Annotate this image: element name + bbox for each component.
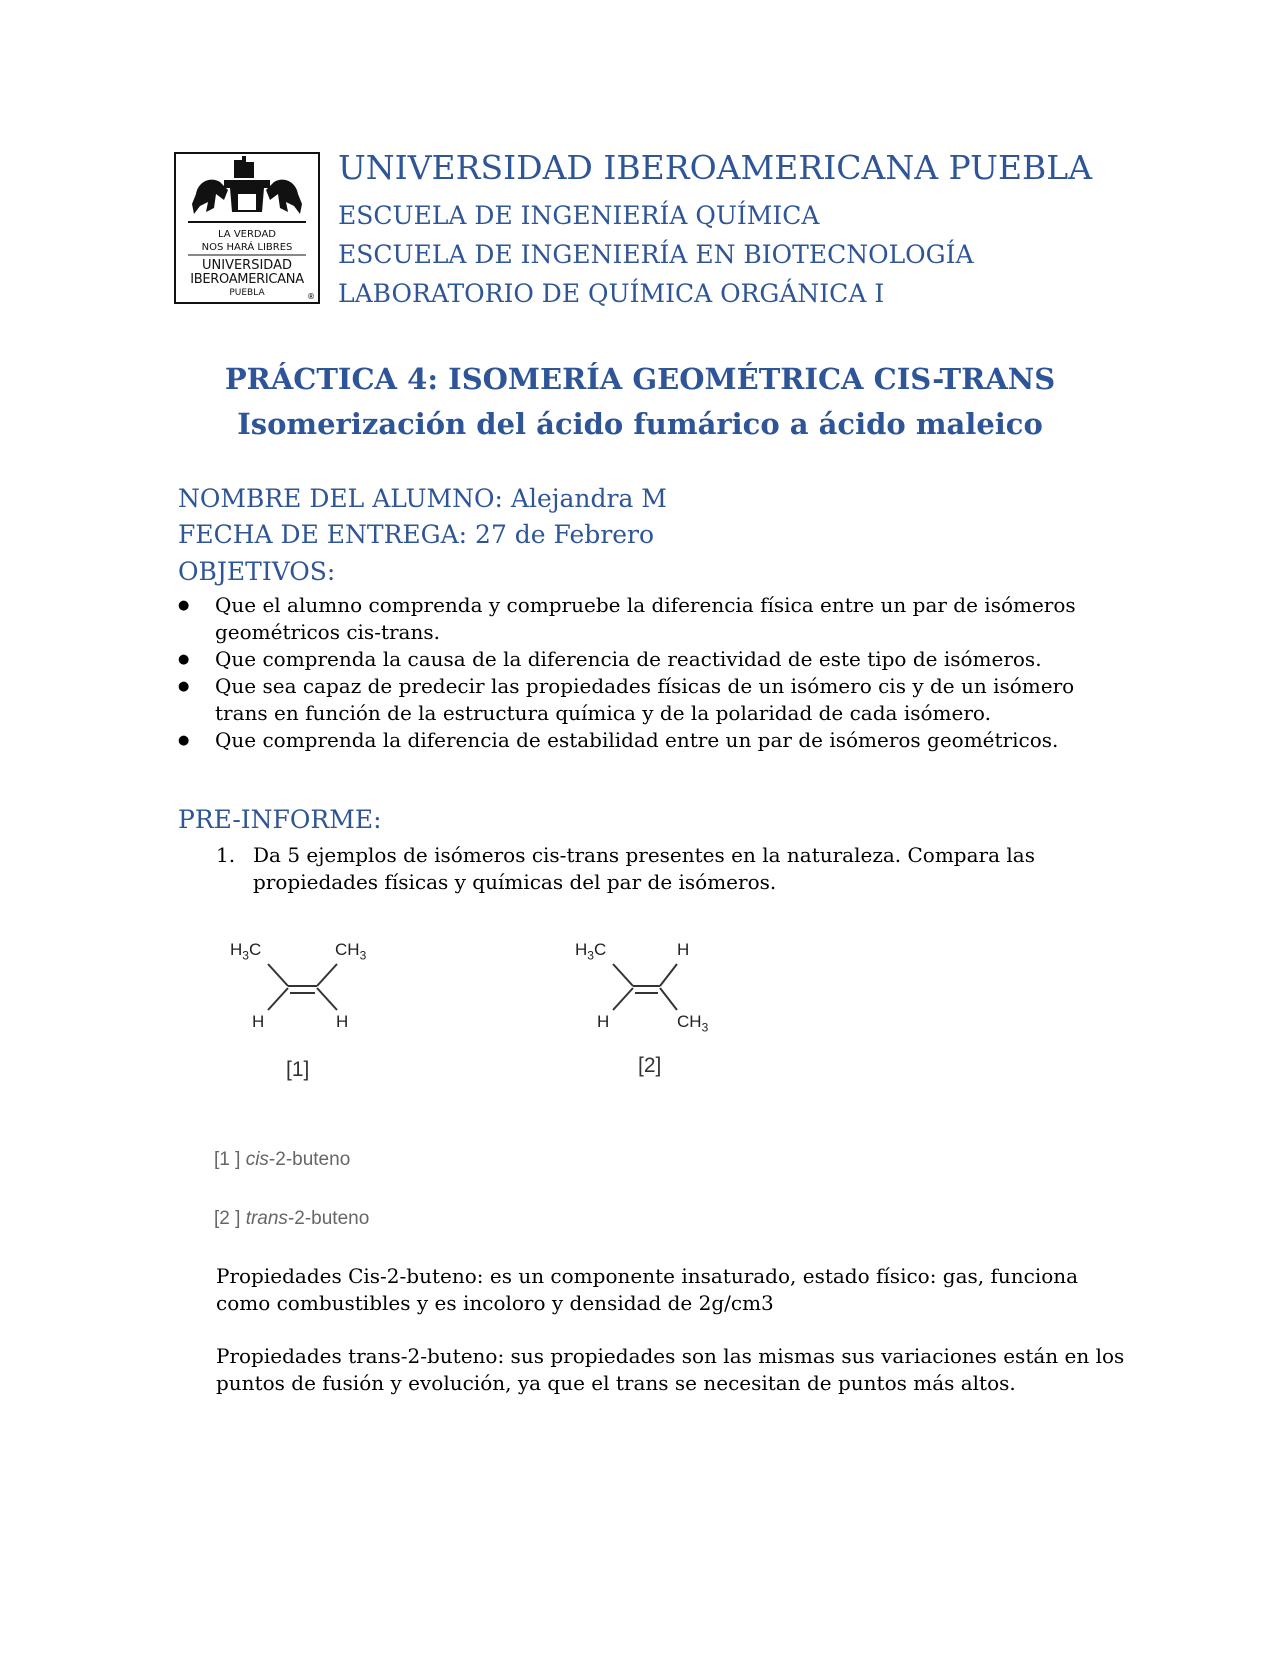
practice-subtitle: Isomerización del ácido fumárico a ácido maleico [237, 407, 1043, 441]
student-name-field: NOMBRE DEL ALUMNO: Alejandra M [178, 484, 667, 513]
trans-2-butene-structure [565, 940, 745, 1080]
objectives-list [178, 592, 1118, 754]
caption-cis-suffix: -2-buteno [268, 1149, 351, 1170]
logo-name-line2: IBEROAMERICANA [190, 272, 304, 287]
objective-item: ● Que el alumno comprenda y compruebe la diferencia física entre un par de isómeros geométricos cis-trans. [178, 592, 1118, 646]
cis-top-right-group: $CH_3$ [335, 940, 367, 963]
cis-label: [1] [286, 1058, 310, 1081]
objective-item: ● Que sea capaz de predecir las propiedades físicas de un isómero cis y de un isómero trans en función de la estructura química y de la polaridad de cada isómero. [178, 673, 1118, 727]
cis-properties-paragraph: Propiedades Cis-2-buteno: es un componente insaturado, estado físico: gas, funciona como combustibles y es incoloro y densidad de 2g/cm3 [216, 1264, 1079, 1315]
objective-item: ● Que comprenda la diferencia de estabilidad entre un par de isómeros geométricos. [178, 727, 1118, 754]
trans-label: [2] [638, 1054, 662, 1077]
cis-2-butene-structure [220, 940, 380, 1080]
logo-city: PUEBLA [229, 288, 265, 298]
caption-trans-prefix: [2 ] [214, 1208, 246, 1229]
cis-bottom-left-group: H [252, 1012, 265, 1031]
logo-motto-line1: LA VERDAD [218, 229, 276, 240]
university-name: UNIVERSIDAD IBEROAMERICANA PUEBLA [338, 148, 1093, 187]
objectives-heading: OBJETIVOS: [178, 557, 336, 586]
logo-name-line1: UNIVERSIDAD [202, 258, 292, 273]
logo-motto-line2: NOS HARÁ LIBRES [201, 242, 293, 253]
practice-title: PRÁCTICA 4: ISOMERÍA GEOMÉTRICA CIS-TRANS [224, 362, 1056, 396]
objective-item: ● Que comprenda la causa de la diferencia de reactividad de este tipo de isómeros. [178, 646, 1118, 673]
trans-properties-paragraph: Propiedades trans-2-buteno: sus propiedades son las mismas sus variaciones están en los puntos de fusión y evolución, ya que el trans se necesitan de puntos más altos. [216, 1344, 1125, 1395]
trans-bottom-left-group: H [597, 1012, 610, 1031]
logo-registered-mark: ® [307, 292, 315, 301]
caption-trans-italic: trans [245, 1208, 288, 1229]
cis-top-left-group: $H_3C$ [230, 940, 262, 963]
question-number: 1. [216, 843, 236, 867]
pre-informe-heading: PRE-INFORME: [178, 805, 382, 834]
trans-top-right-group: H [677, 940, 690, 959]
trans-bottom-right-group: $CH_3$ [677, 1012, 709, 1035]
caption-trans-suffix: -2-buteno [287, 1208, 370, 1229]
due-date-field: FECHA DE ENTREGA: 27 de Febrero [178, 520, 655, 549]
caption-trans [214, 1208, 369, 1230]
caption-cis [214, 1149, 350, 1171]
lab-name: LABORATORIO DE QUÍMICA ORGÁNICA I [338, 279, 885, 308]
trans-top-left-group: $H_3C$ [575, 940, 607, 963]
school-biotechnology: ESCUELA DE INGENIERÍA EN BIOTECNOLOGÍA [338, 240, 974, 269]
caption-cis-italic: cis [245, 1149, 269, 1170]
university-logo [174, 152, 320, 304]
cis-bottom-right-group: H [336, 1012, 349, 1031]
caption-cis-prefix: [1 ] [214, 1149, 246, 1170]
question-text: Da 5 ejemplos de isómeros cis-trans presentes en la naturaleza. Compara las propiedades físicas y químicas del par de isómeros. [253, 843, 1035, 894]
school-chemical-engineering: ESCUELA DE INGENIERÍA QUÍMICA [338, 201, 820, 230]
